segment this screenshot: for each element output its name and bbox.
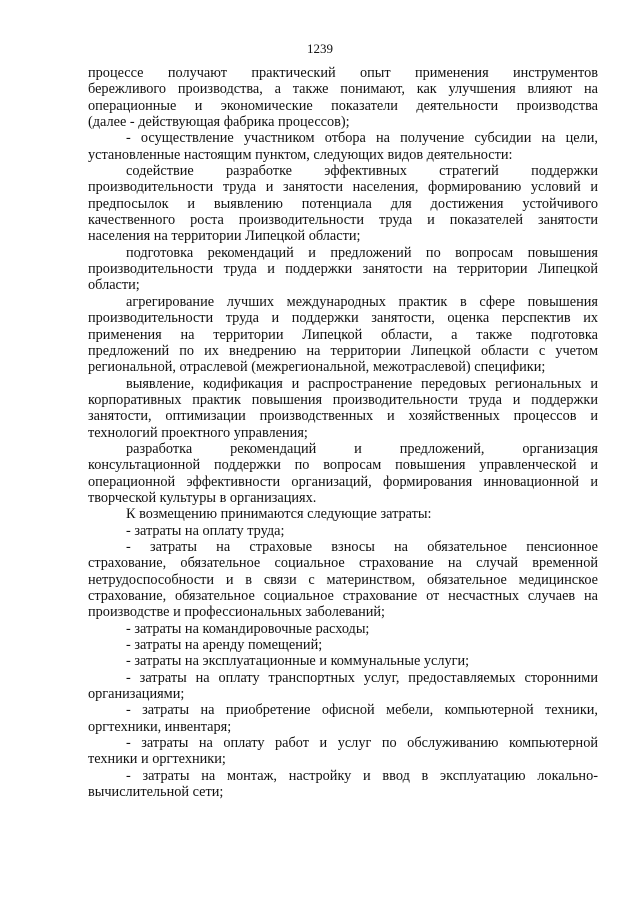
- text-line: региональной, отраслевой (межрегиональной, межотраслевой) специфики;: [88, 359, 546, 376]
- text-line: - затраты на аренду помещений;: [126, 637, 323, 654]
- text-line: содействие разработке эффективных стратегий поддержки: [126, 163, 598, 180]
- text-line: организациями;: [88, 686, 185, 703]
- text-line: качественного роста производительности труда и показателей занятости: [88, 212, 598, 229]
- text-line: населения на территории Липецкой области;: [88, 228, 361, 245]
- text-line: - затраты на эксплуатационные и коммунальные услуги;: [126, 653, 470, 670]
- text-line: - затраты на оплату работ и услуг по обслуживанию компьютерной: [126, 735, 598, 752]
- text-line: операционной эффективности организаций, формирования инновационной и: [88, 473, 598, 490]
- text-line: страхование, обязательное социальное страхование от несчастных случаев на: [88, 588, 598, 604]
- text-line: К возмещению принимаются следующие затраты:: [126, 506, 432, 523]
- text-line: - затраты на оплату труда;: [126, 522, 285, 539]
- text-line: процессе получают практический опыт применения инструментов: [88, 65, 598, 81]
- text-line: консультационной поддержки по вопросам повышения управленческой и: [88, 457, 598, 474]
- text-line: страхование, обязательное социальное страхование на случай временной: [88, 555, 598, 572]
- text-line: применения на территории Липецкой области, а также подготовка: [88, 326, 598, 343]
- text-line: разработка рекомендаций и предложений, организация: [126, 440, 598, 457]
- text-line: производстве и профессиональных заболеваний;: [88, 604, 386, 621]
- text-line: - затраты на оплату транспортных услуг, предоставляемых сторонними: [126, 669, 598, 686]
- text-line: бережливого производства, а также понимают, как улучшения влияют на: [88, 81, 598, 98]
- document-body: [88, 65, 598, 800]
- text-line: предпосылок и выявлению потенциала для достижения устойчивого: [88, 195, 598, 212]
- text-line: нетрудоспособности и в связи с материнством, обязательное медицинское: [88, 571, 598, 588]
- text-line: установленные настоящим пунктом, следующих видов деятельности:: [88, 146, 513, 163]
- text-line: - осуществление участником отбора на получение субсидии на цели,: [126, 130, 598, 147]
- text-line: подготовка рекомендаций и предложений по вопросам повышения: [126, 244, 598, 261]
- text-line: - затраты на монтаж, настройку и ввод в эксплуатацию локально-: [126, 767, 598, 784]
- text-line: - затраты на страховые взносы на обязательное пенсионное: [126, 538, 598, 555]
- text-line: производительности труда и поддержки занятости, оценка перспектив их: [88, 310, 598, 327]
- text-line: (далее - действующая фабрика процессов);: [88, 114, 350, 131]
- text-line: техники и оргтехники;: [88, 751, 226, 768]
- text-line: - затраты на приобретение офисной мебели, компьютерной техники,: [126, 702, 598, 719]
- text-line: занятости, оптимизации производственных и хозяйственных процессов и: [88, 408, 598, 425]
- text-line: области;: [88, 277, 140, 294]
- text-line: технологий проектного управления;: [88, 424, 308, 441]
- text-line: предложений по их внедрению на территории Липецкой области с учетом: [88, 342, 598, 359]
- page-number: 1239: [307, 41, 333, 56]
- text-line: оргтехники, инвентаря;: [88, 718, 232, 735]
- text-line: агрегирование лучших международных практик в сфере повышения: [126, 293, 598, 310]
- text-line: корпоративных практик повышения производительности труда и поддержки: [88, 391, 598, 408]
- text-line: творческой культуры в организациях.: [88, 489, 317, 506]
- text-line: вычислительной сети;: [88, 784, 224, 801]
- text-line: - затраты на командировочные расходы;: [126, 620, 370, 637]
- text-line: выявление, кодификация и распространение передовых региональных и: [126, 375, 598, 392]
- text-line: производительности труда и поддержки занятости на территории Липецкой: [88, 261, 598, 278]
- text-line: производительности труда и занятости населения, формированию условий и: [88, 179, 598, 196]
- text-line: операционные и экономические показатели деятельности производства: [88, 97, 598, 114]
